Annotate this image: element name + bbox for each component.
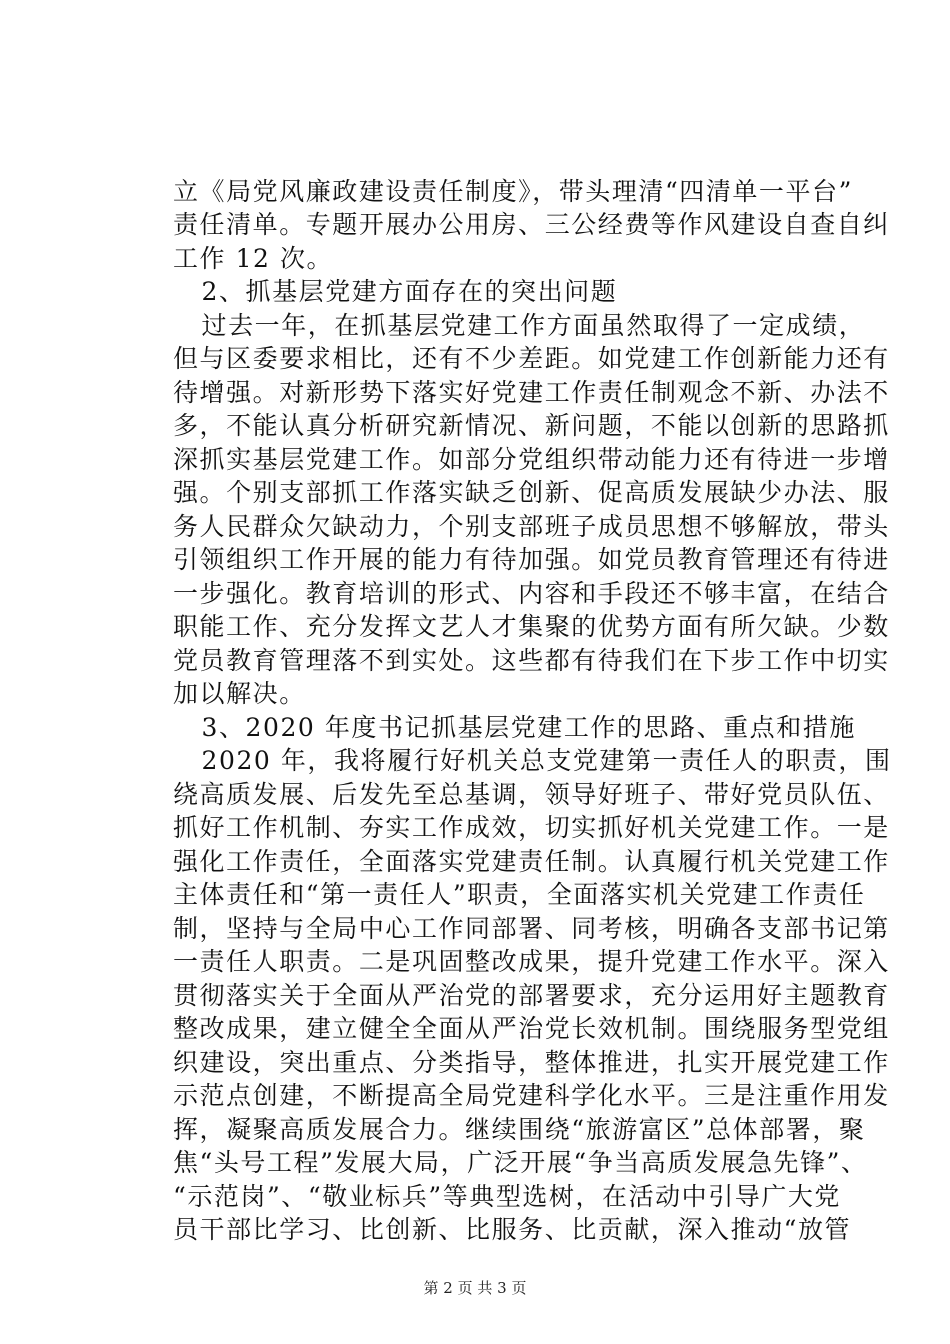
text-line: 过去一年，在抓基层党建工作方面虽然取得了一定成绩， bbox=[175, 311, 866, 340]
text-line: 一步强化。教育培训的形式、内容和手段还不够丰富，在结合 bbox=[173, 579, 890, 608]
text-line: 织建设，突出重点、分类指导，整体推进，扎实开展党建工作 bbox=[173, 1048, 890, 1077]
text-line: 整改成果，建立健全全面从严治党长效机制。围绕服务型党组 bbox=[173, 1014, 890, 1043]
text-line: 立《局党风廉政建设责任制度》，带头理清“四清单一平台” bbox=[173, 177, 853, 206]
text-line: 党员教育管理落不到实处。这些都有待我们在下步工作中切实 bbox=[173, 646, 890, 675]
text-line: 抓好工作机制、夯实工作成效，切实抓好机关党建工作。一是 bbox=[173, 813, 890, 842]
text-line: 挥，凝聚高质发展合力。继续围绕“旅游富区”总体部署，聚 bbox=[173, 1115, 866, 1144]
text-line: 引领组织工作开展的能力有待加强。如党员教育管理还有待进 bbox=[173, 545, 890, 574]
text-line: 一责任人职责。二是巩固整改成果，提升党建工作水平。深入 bbox=[173, 947, 890, 976]
section-heading: 3、2020 年度书记抓基层党建工作的思路、重点和措施 bbox=[175, 713, 856, 742]
text-line: 加以解决。 bbox=[173, 679, 306, 708]
text-line: 待增强。对新形势下落实好党建工作责任制观念不新、办法不 bbox=[173, 378, 890, 407]
text-line: 绕高质发展、后发先至总基调，领导好班子、带好党员队伍、 bbox=[173, 780, 890, 809]
text-line: 主体责任和“第一责任人”职责，全面落实机关党建工作责任 bbox=[173, 880, 866, 909]
text-line: 工作 12 次。 bbox=[173, 244, 334, 273]
text-line: 员干部比学习、比创新、比服务、比贡献，深入推动“放管 bbox=[173, 1215, 852, 1244]
text-line: 强。个别支部抓工作落实缺乏创新、促高质发展缺少办法、服 bbox=[173, 478, 890, 507]
text-line: 但与区委要求相比，还有不少差距。如党建工作创新能力还有 bbox=[173, 344, 890, 373]
text-line: 示范点创建，不断提高全局党建科学化水平。三是注重作用发 bbox=[173, 1081, 890, 1110]
text-line: 务人民群众欠缺动力，个别支部班子成员思想不够解放，带头 bbox=[173, 512, 890, 541]
page-footer: 第 2 页 共 3 页 bbox=[423, 1279, 527, 1297]
text-line: 深抓实基层党建工作。如部分党组织带动能力还有待进一步增 bbox=[173, 445, 890, 474]
text-line: 制，坚持与全局中心工作同部署、同考核，明确各支部书记第 bbox=[173, 914, 890, 943]
text-line: 贯彻落实关于全面从严治党的部署要求，充分运用好主题教育 bbox=[173, 981, 890, 1010]
text-line: 强化工作责任，全面落实党建责任制。认真履行机关党建工作 bbox=[173, 847, 890, 876]
section-heading: 2、抓基层党建方面存在的突出问题 bbox=[175, 277, 618, 306]
text-line: 焦“头号工程”发展大局，广泛开展“争当高质发展急先锋”、 bbox=[173, 1148, 868, 1177]
text-line: “示范岗”、“敬业标兵”等典型选树，在活动中引导广大党 bbox=[173, 1182, 841, 1211]
text-line: 多，不能认真分析研究新情况、新问题，不能以创新的思路抓 bbox=[173, 411, 890, 440]
text-line: 职能工作、充分发挥文艺人才集聚的优势方面有所欠缺。少数 bbox=[173, 612, 890, 641]
text-line: 2020 年，我将履行好机关总支党建第一责任人的职责，围 bbox=[175, 746, 892, 775]
text-line: 责任清单。专题开展办公用房、三公经费等作风建设自查自纠 bbox=[173, 210, 890, 239]
